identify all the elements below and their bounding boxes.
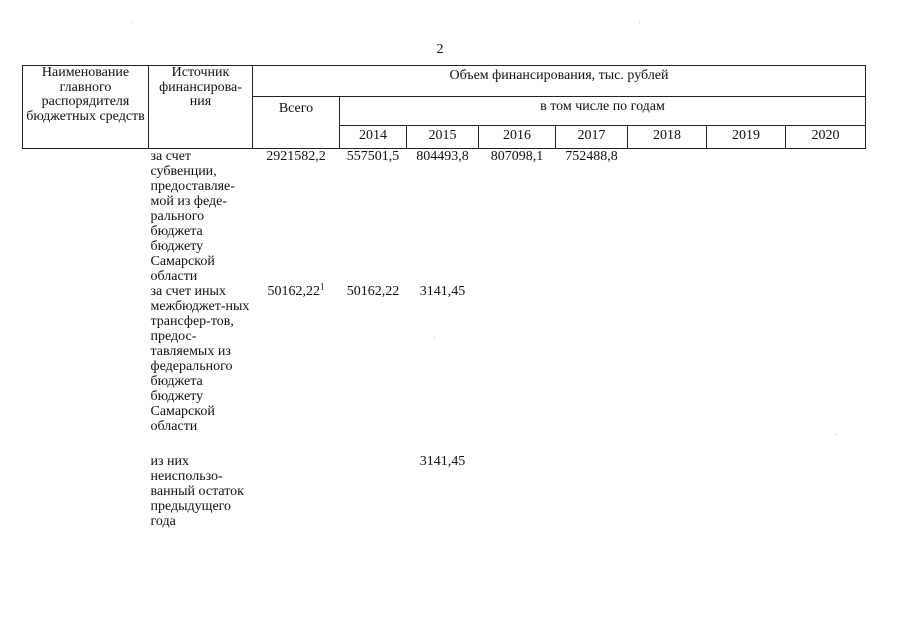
year-2020-cell xyxy=(786,284,866,454)
header-year-2020: 2020 xyxy=(786,126,866,149)
total-cell xyxy=(253,149,340,285)
year-2017-cell: 752488,8 xyxy=(565,149,618,164)
year-2014-cell: 557501,5 xyxy=(346,149,400,164)
total-value: 2921582,2 xyxy=(266,149,326,164)
year-2018-cell xyxy=(628,149,707,285)
source-cell: из них неиспользо-ванный остаток предыдущего года xyxy=(150,454,244,529)
total-value: 50162,22 xyxy=(267,284,320,299)
footnote-mark: 1 xyxy=(320,281,325,292)
year-2020-cell xyxy=(786,454,866,574)
year-2019-cell xyxy=(707,284,786,454)
header-volume: Объем финансирования, тыс. рублей xyxy=(253,66,866,97)
header-admin: Наименование главного распорядителя бюджетных средств xyxy=(23,66,149,149)
year-2019-cell xyxy=(707,454,786,574)
year-2018-cell xyxy=(628,284,707,454)
header-year-2017: 2017 xyxy=(556,126,628,149)
table-row xyxy=(23,454,866,574)
admin-cell xyxy=(23,149,149,285)
year-2016-cell: 807098,1 xyxy=(490,149,544,164)
total-cell xyxy=(253,454,340,574)
year-2020-cell xyxy=(786,149,866,285)
header-total: Всего xyxy=(253,97,340,149)
scan-speck xyxy=(639,22,640,23)
table-row xyxy=(23,149,866,285)
scan-speck xyxy=(131,22,132,23)
header-year-2015: 2015 xyxy=(407,126,479,149)
header-year-2014: 2014 xyxy=(340,126,407,149)
year-2014-cell: 50162,22 xyxy=(346,284,400,299)
scan-speck xyxy=(836,434,837,435)
source-cell: за счет субвенции, предоставляе-мой из феде-рального бюджета бюджету Самарской области xyxy=(150,149,235,284)
header-year-2016: 2016 xyxy=(479,126,556,149)
year-2017-cell xyxy=(556,454,628,574)
financing-table xyxy=(22,65,866,574)
header-year-2018: 2018 xyxy=(628,126,707,149)
year-2015-cell: 3141,45 xyxy=(419,454,466,469)
header-source: Источник финансирова-ния xyxy=(149,66,253,149)
scan-speck xyxy=(434,337,435,338)
year-2016-cell xyxy=(479,454,556,574)
header-by-years: в том числе по годам xyxy=(340,97,866,126)
table-header xyxy=(23,66,866,149)
admin-cell xyxy=(23,454,149,574)
page-number: 2 xyxy=(436,42,444,57)
header-year-2019: 2019 xyxy=(707,126,786,149)
year-2014-cell xyxy=(340,454,407,574)
admin-cell xyxy=(23,284,149,454)
year-2016-cell xyxy=(479,284,556,454)
total-cell xyxy=(253,281,340,454)
year-2015-cell: 804493,8 xyxy=(416,149,469,164)
year-2019-cell xyxy=(707,149,786,285)
year-2018-cell xyxy=(628,454,707,574)
source-cell: за счет иных межбюджет-ных трансфер-тов, предос-тавляемых из федерального бюджета бюджету Самарской области xyxy=(150,284,250,434)
year-2015-cell: 3141,45 xyxy=(419,284,466,299)
table-row xyxy=(23,284,866,454)
year-2017-cell xyxy=(556,284,628,454)
